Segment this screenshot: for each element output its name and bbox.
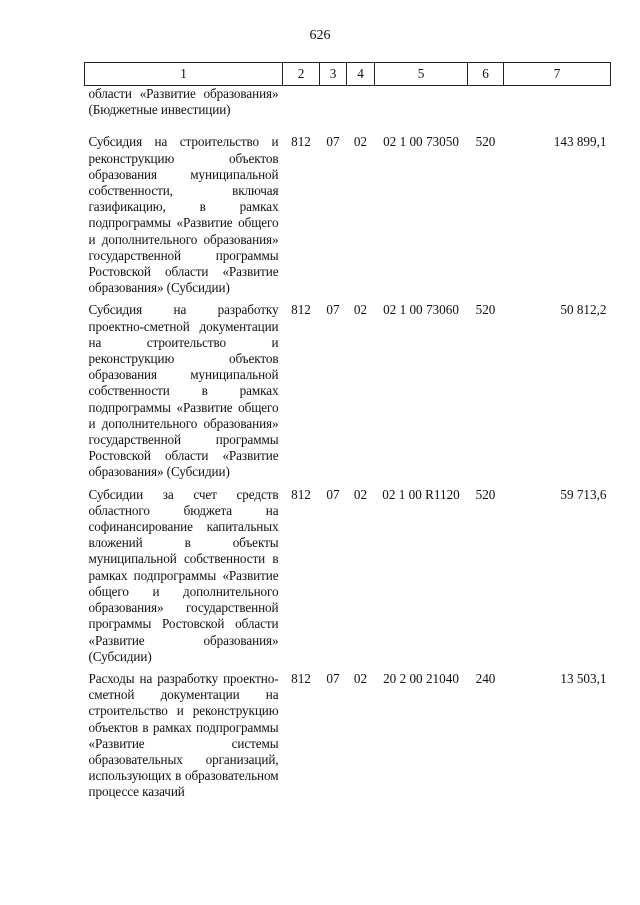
column-header-3: 3	[320, 63, 347, 86]
column-header-7: 7	[504, 63, 611, 86]
row-subsection-code: 02	[353, 134, 368, 150]
row-description: Расходы на разработку проектно-сметной документации на строительство и реконструкцию объектов в рамках подпрограммы «Развитие системы образовательных организаций, использующих в образовательном процессе казачий	[88, 670, 279, 800]
table-row	[85, 671, 611, 807]
row-expense-type: 520	[475, 134, 496, 150]
row-section-code: 07	[326, 670, 340, 686]
column-header-2: 2	[283, 63, 320, 86]
row-section-code: 07	[326, 486, 340, 502]
column-header-1: 1	[85, 63, 283, 86]
page-number: 626	[309, 28, 331, 43]
continuation-row	[85, 86, 611, 135]
row-subsection-code: 02	[353, 670, 368, 686]
row-section-code: 07	[326, 302, 340, 318]
row-amount: 59 713,6	[560, 486, 607, 502]
row-target-article: 02 1 00 73050	[383, 134, 459, 150]
continuation-text: области «Развитие образования» (Бюджетные инвестиции)	[88, 86, 279, 118]
row-subsection-code: 02	[353, 486, 368, 502]
column-header-4: 4	[347, 63, 375, 86]
row-expense-type: 520	[475, 486, 496, 502]
row-expense-type: 520	[475, 302, 496, 318]
column-header-5: 5	[375, 63, 468, 86]
header-row	[85, 63, 611, 86]
row-target-article: 20 2 00 21040	[383, 670, 459, 686]
row-amount: 13 503,1	[560, 670, 607, 686]
table-row	[85, 134, 611, 302]
budget-table	[84, 62, 611, 807]
row-amount: 143 899,1	[553, 134, 607, 150]
row-description: Субсидия на строительство и реконструкцию объектов образования муниципальной собственности, включая газификацию, в рамках подпрограммы «Развитие общего и дополнительного образования» государственной программы Ростовской области «Развитие образования» (Субсидии)	[88, 134, 279, 296]
row-ministry-code: 812	[291, 302, 311, 318]
row-expense-type: 240	[475, 670, 496, 686]
row-subsection-code: 02	[353, 302, 368, 318]
table-row	[85, 487, 611, 671]
row-ministry-code: 812	[291, 134, 311, 150]
row-amount: 50 812,2	[560, 302, 607, 318]
row-target-article: 02 1 00 R1120	[382, 486, 460, 502]
row-target-article: 02 1 00 73060	[383, 302, 459, 318]
row-ministry-code: 812	[291, 486, 311, 502]
row-description: Субсидия на разработку проектно-сметной документации на строительство и реконструкцию объектов образования муниципальной собственности в рамках подпрограммы «Развитие общего и дополнительного образования» государственной программы Ростовской области «Развитие образования» (Субсидии)	[88, 302, 279, 480]
table-row	[85, 302, 611, 486]
row-ministry-code: 812	[291, 670, 311, 686]
row-description: Субсидии за счет средств областного бюджета на софинансирование капитальных вложений в объекты муниципальной собственности в рамках подпрограммы «Развитие общего и дополнительного образования» государственной программы Ростовской области «Развитие образования» (Субсидии)	[88, 486, 279, 664]
column-header-6: 6	[468, 63, 504, 86]
row-section-code: 07	[326, 134, 340, 150]
